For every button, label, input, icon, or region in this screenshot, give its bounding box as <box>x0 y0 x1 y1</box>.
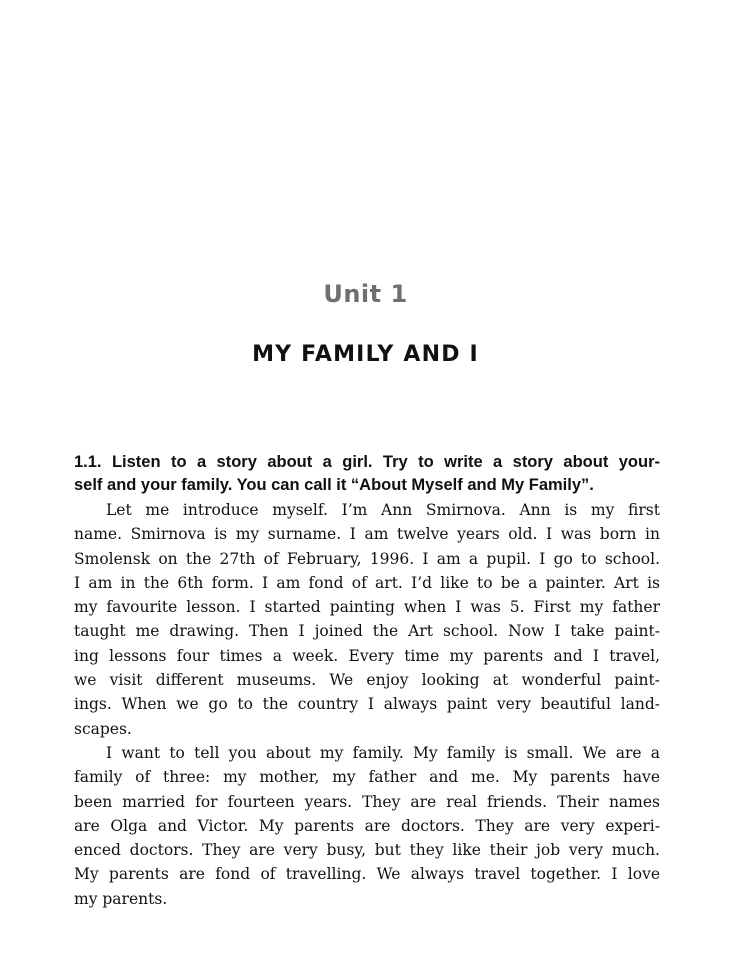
story-line: been married for fourteen years. They are real friends. Their names <box>74 792 660 811</box>
story-text <box>74 498 660 911</box>
story-line: we visit different museums. We enjoy looking at wonderful paint- <box>74 671 660 690</box>
story-line: my parents. <box>74 889 168 908</box>
story-line: my favourite lesson. I started painting when I was 5. First my father <box>74 598 660 617</box>
story-line: Let me introduce myself. I’m Ann Smirnova. Ann is my first <box>106 501 660 519</box>
story-line: are Olga and Victor. My parents are doctors. They are very experi- <box>74 816 660 835</box>
exercise-line: 1.1. Listen to a story about a girl. Try to write a story about your- <box>74 453 660 471</box>
story-line: scapes. <box>74 719 132 738</box>
story-line: name. Smirnova is my surname. I am twelve years old. I was born in <box>74 525 660 544</box>
exercise-line: self and your family. You can call it “About Myself and My Family”. <box>74 476 594 494</box>
story-line: I am in the 6th form. I am fond of art. I’d like to be a painter. Art is <box>74 573 660 592</box>
unit-number: Unit 1 <box>323 280 408 308</box>
story-line: My parents are fond of travelling. We always travel together. I love <box>74 865 660 884</box>
story-line: ings. When we go to the country I always paint very beautiful land- <box>74 695 660 714</box>
story-line: I want to tell you about my family. My family is small. We are a <box>106 743 660 762</box>
story-line: enced doctors. They are very busy, but they like their job very much. <box>74 841 660 860</box>
story-line: family of three: my mother, my father and me. My parents have <box>74 768 660 787</box>
story-line: ing lessons four times a week. Every time my parents and I travel, <box>74 646 660 665</box>
unit-title: MY FAMILY AND I <box>252 342 479 367</box>
story-line: taught me drawing. Then I joined the Art school. Now I take paint- <box>74 622 660 641</box>
exercise-instruction <box>74 451 660 497</box>
story-line: Smolensk on the 27th of February, 1996. I am a pupil. I go to school. <box>74 549 660 568</box>
